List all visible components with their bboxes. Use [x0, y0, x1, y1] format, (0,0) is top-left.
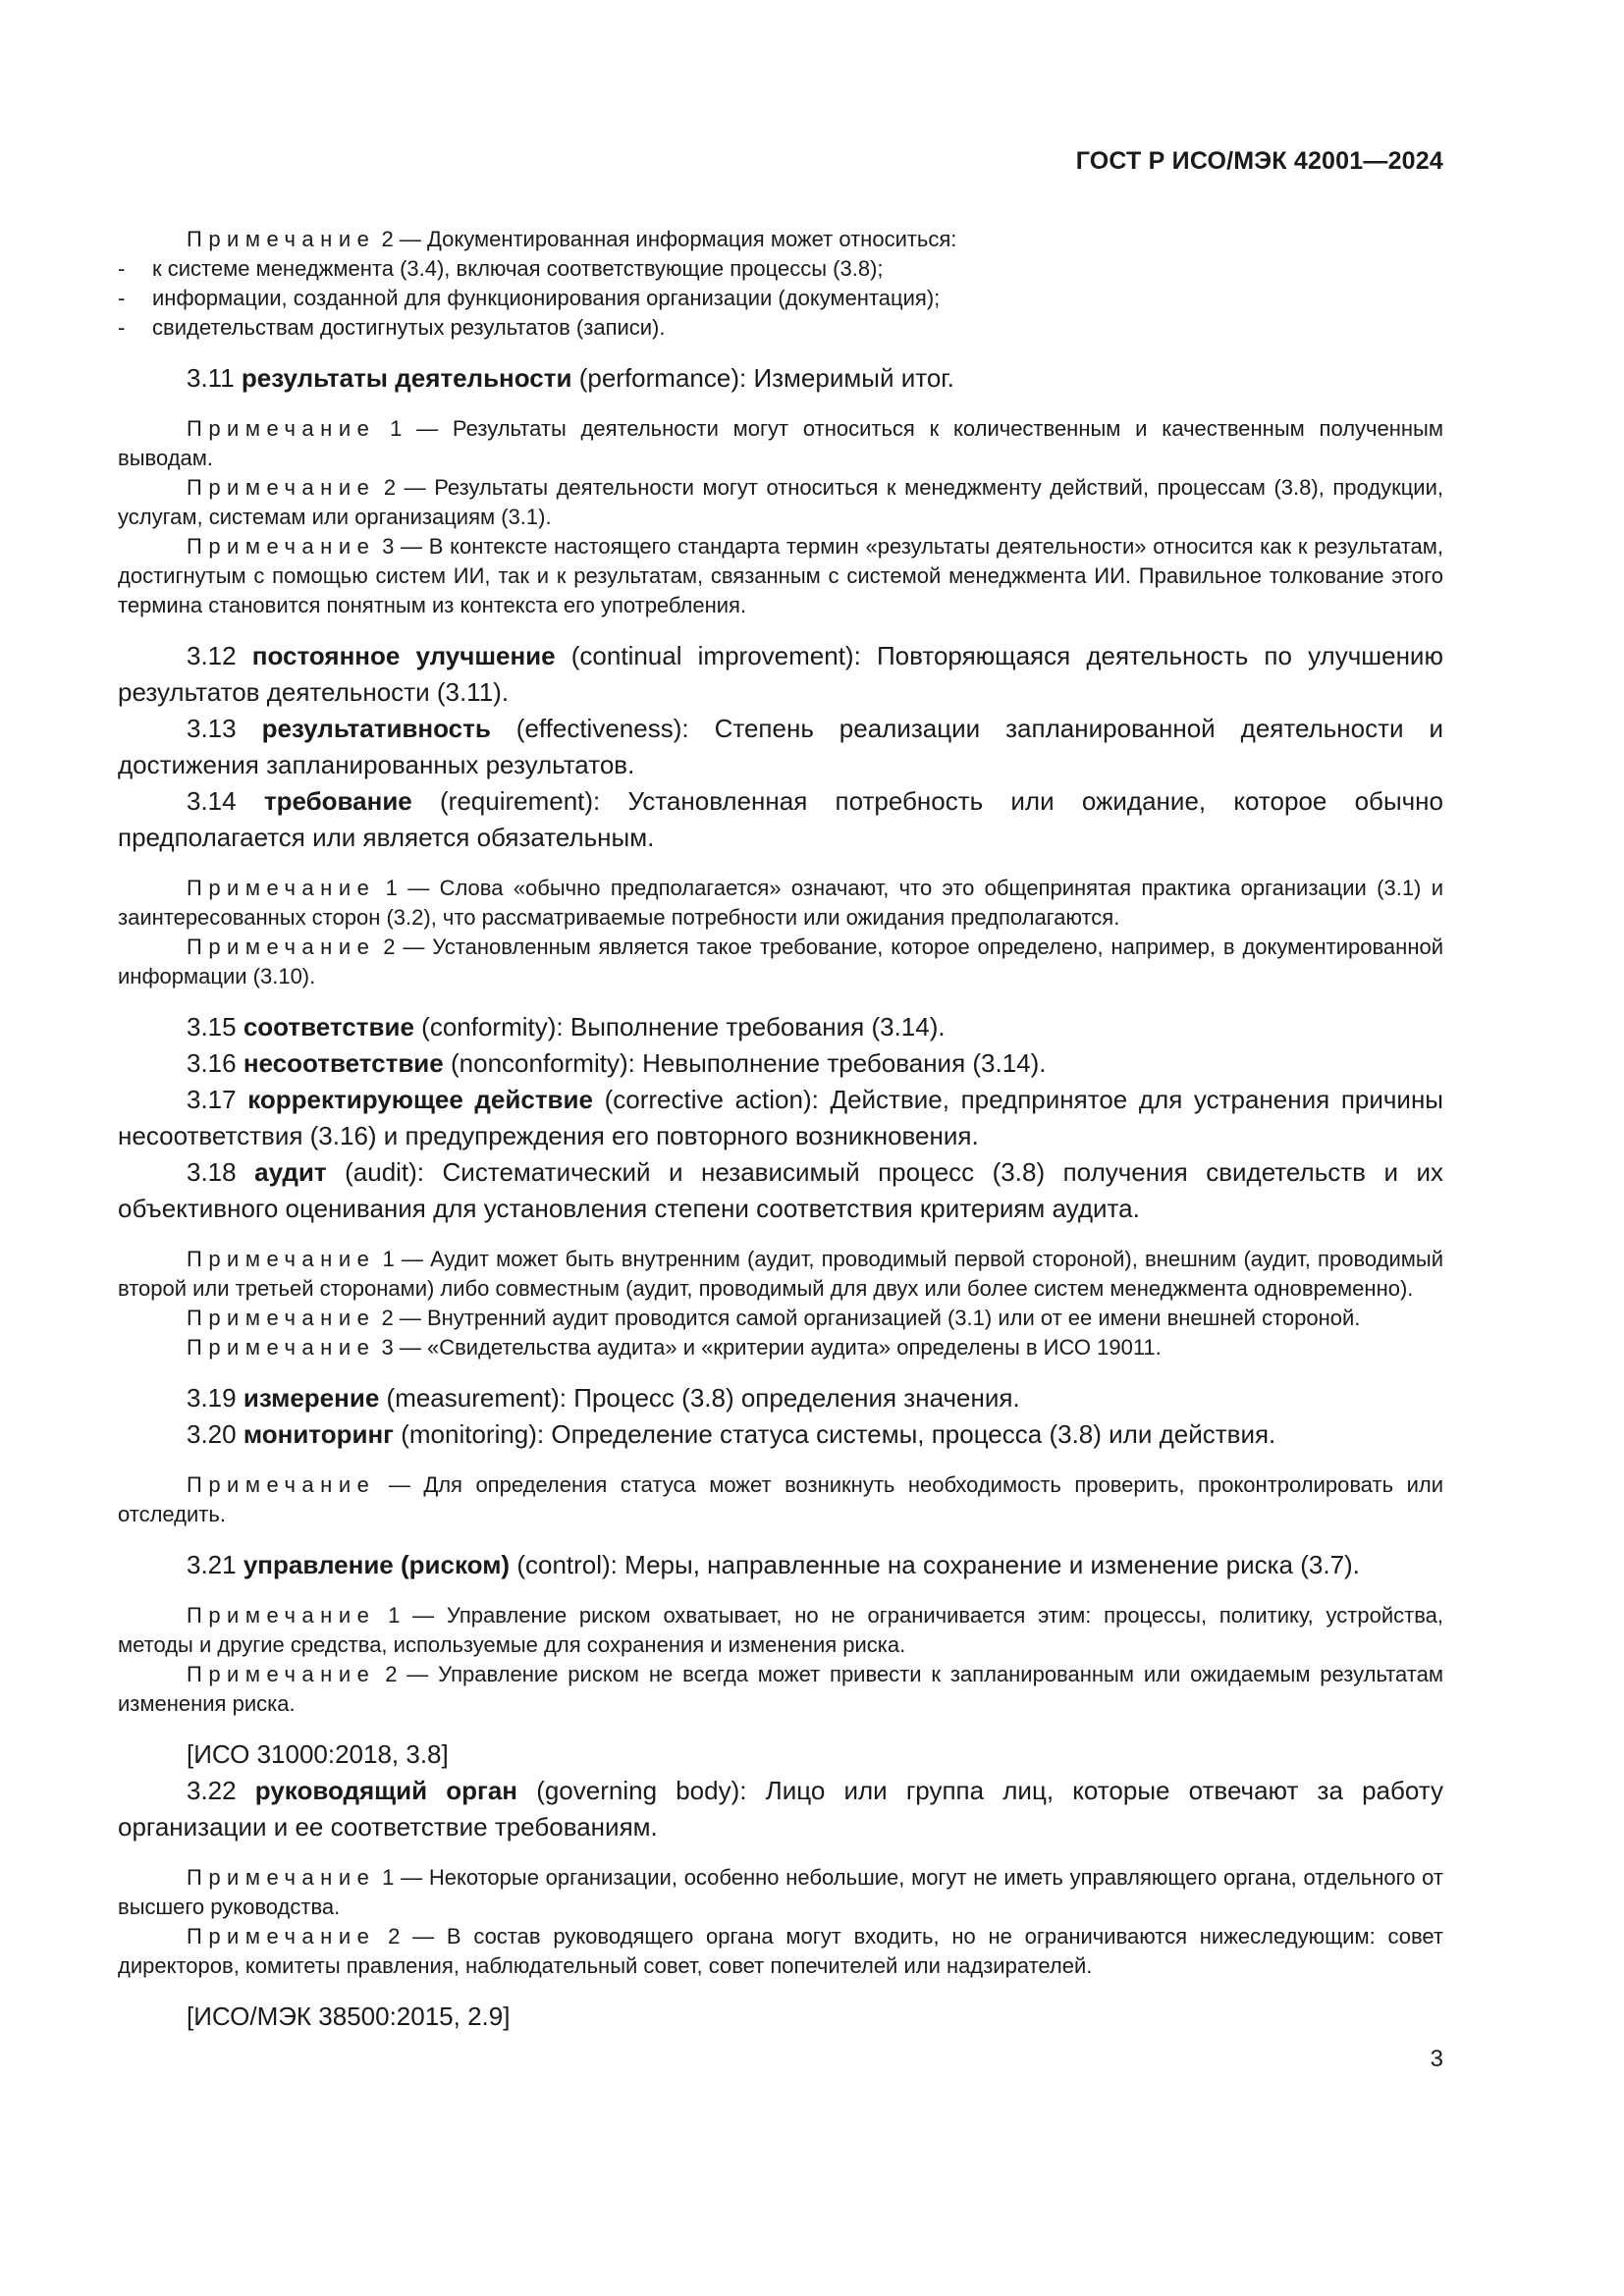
note: Примечание 1 — Управление риском охватывает, но не ограничивается этим: процессы, политику, устройства, методы и другие средства, используемые для сохранения и изменения риска.: [118, 1603, 1443, 1657]
note: Примечание 2 — Документированная информация может относиться:: [187, 227, 957, 251]
page-header: ГОСТ Р ИСО/МЭК 42001—2024: [1075, 147, 1443, 175]
term-definition: 3.17 корректирующее действие (corrective action): Действие, предпринятое для устранения причины несоответствия (3.16) и предупреждения его повторного возникновения.: [118, 1085, 1443, 1150]
term-definition: 3.21 управление (риском) (control): Меры, направленные на сохранение и изменение риска (3.7).: [187, 1550, 1360, 1579]
note: Примечание 2 — В состав руководящего органа могут входить, но не ограничиваются нижеследующим: совет директоров, комитеты правления, наблюдательный совет, совет попечителей или надзирателей.: [118, 1924, 1443, 1978]
note: Примечание 3 — «Свидетельства аудита» и «критерии аудита» определены в ИСО 19011.: [187, 1335, 1162, 1360]
term-definition: 3.15 соответствие (conformity): Выполнение требования (3.14).: [187, 1012, 946, 1041]
term-definition: 3.16 несоответствие (nonconformity): Невыполнение требования (3.14).: [187, 1048, 1047, 1078]
term-definition: 3.12 постоянное улучшение (continual improvement): Повторяющаяся деятельность по улучшению результатов деятельности (3.11).: [118, 641, 1443, 707]
source-reference: [ИСО 31000:2018, 3.8]: [187, 1739, 449, 1769]
term-definition: 3.22 руководящий орган (governing body): Лицо или группа лиц, которые отвечают за работу организации и ее соответствие требованиям.: [118, 1776, 1443, 1842]
note: Примечание — Для определения статуса может возникнуть необходимость проверить, проконтролировать или отследить.: [118, 1472, 1443, 1526]
note: Примечание 1 — Некоторые организации, особенно небольшие, могут не иметь управляющего органа, отдельного от высшего руководства.: [118, 1865, 1443, 1919]
note: Примечание 3 — В контексте настоящего стандарта термин «результаты деятельности» относится как к результатам, достигнутым с помощью систем ИИ, так и к результатам, связанным с системой менеджмента ИИ. Правильное толкование этого термина становится понятным из контекста его употребления.: [118, 534, 1443, 617]
note: Примечание 2 — Внутренний аудит проводится самой организацией (3.1) или от ее имени внешней стороной.: [187, 1306, 1361, 1330]
term-definition: 3.20 мониторинг (monitoring): Определение статуса системы, процесса (3.8) или действия.: [187, 1419, 1276, 1449]
page-number: 3: [1430, 2046, 1443, 2072]
note: Примечание 2 — Результаты деятельности могут относиться к менеджменту действий, процессам (3.8), продукции, услугам, системам или организациям (3.1).: [118, 475, 1443, 529]
source-reference: [ИСО/МЭК 38500:2015, 2.9]: [187, 2002, 511, 2031]
note: Примечание 1 — Аудит может быть внутренним (аудит, проводимый первой стороной), внешним (аудит, проводимый второй или третьей сторонами) либо совместным (аудит, проводимый для двух или более систем менеджмента одновременно).: [118, 1247, 1443, 1301]
term-definition: 3.13 результативность (effectiveness): Степень реализации запланированной деятельности и достижения запланированных результатов.: [118, 714, 1443, 779]
note: Примечание 1 — Слова «обычно предполагается» означают, что это общепринятая практика организации (3.1) и заинтересованных сторон (3.2), что рассматриваемые потребности или ожидания предполагаются.: [118, 876, 1443, 930]
term-definition: 3.14 требование (requirement): Установленная потребность или ожидание, которое обычно предполагается или является обязательным.: [118, 786, 1443, 852]
list-item: - к системе менеджмента (3.4), включая соответствующие процессы (3.8);: [118, 256, 884, 281]
note: Примечание 2 — Управление риском не всегда может привести к запланированным или ожидаемым результатам изменения риска.: [118, 1662, 1443, 1716]
note: Примечание 2 — Установленным является такое требование, которое определено, например, в документированной информации (3.10).: [118, 934, 1443, 988]
list-item: - информации, созданной для функционирования организации (документация);: [118, 286, 941, 310]
term-definition: 3.18 аудит (audit): Систематический и независимый процесс (3.8) получения свидетельств и их объективного оценивания для установления степени соответствия критериям аудита.: [118, 1157, 1443, 1223]
note: Примечание 1 — Результаты деятельности могут относиться к количественным и качественным полученным выводам.: [118, 416, 1443, 470]
term-definition: 3.19 измерение (measurement): Процесс (3.8) определения значения.: [187, 1383, 1020, 1413]
list-item: - свидетельствам достигнутых результатов (записи).: [118, 315, 666, 340]
term-definition: 3.11 результаты деятельности (performance): Измеримый итог.: [187, 363, 954, 393]
